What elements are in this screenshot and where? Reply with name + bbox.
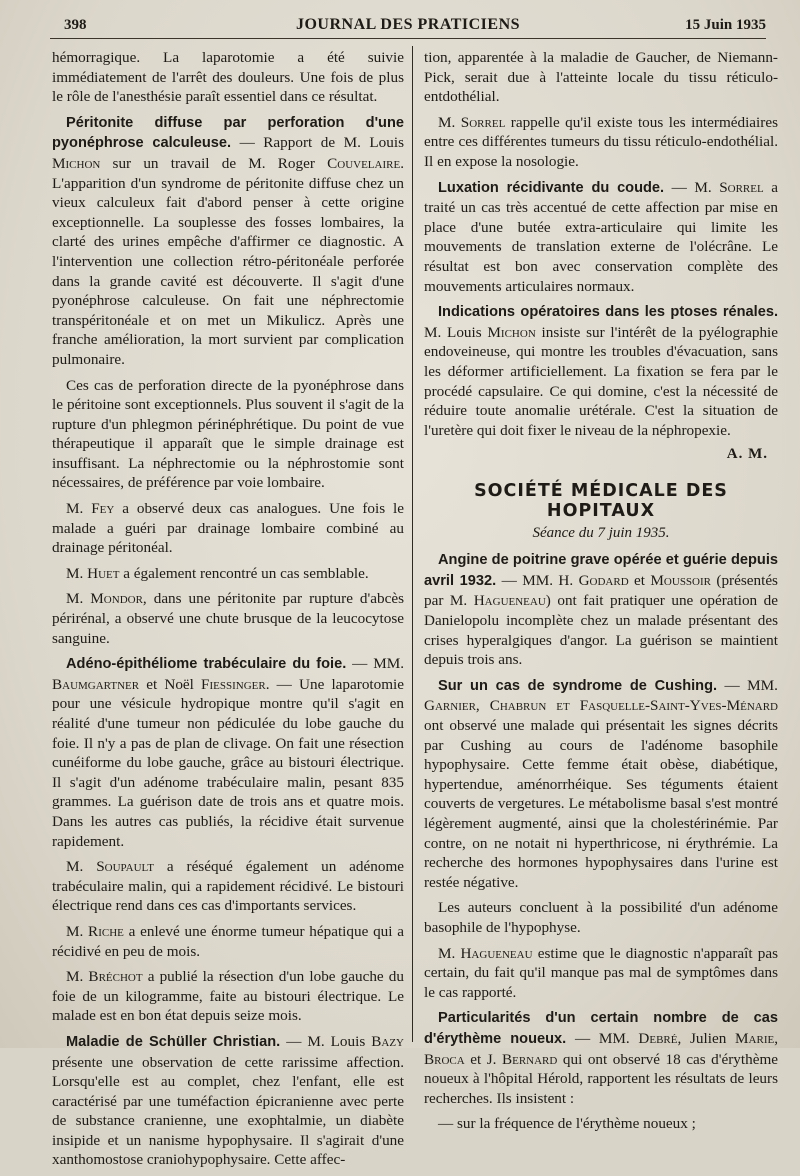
column-divider — [412, 46, 413, 1042]
author-name: Godard — [578, 571, 629, 589]
author-name: Bazy — [371, 1032, 404, 1050]
author-name: M. Huet — [66, 564, 120, 582]
article-title: Adéno-épithéliome trabéculaire du foie. — [66, 656, 347, 673]
paragraph: M. Bréchot a publié la résection d'un lobe gauche du foie de un kilogramme, faite au bistouri électrique. Le malade est en bon état depuis seize mois. — [52, 968, 404, 1025]
article-title: Sur un cas de syndrome de Cushing. — [438, 677, 718, 694]
article-schuller-christian: Maladie de Schüller Christian. — M. Louis Bazy présente une observation de cette rarissime affection. Lorsqu'elle est au complet, chez l'enfant, elle est caractérisé par une tuméfaction épicranienne avec perte de substance cranienne, une exophtalmie, un diabète insipide et un nanisme hypophysaire. Il s'agirait d'une xanthomostose craniohypophysaire. Cette affec- — [52, 1032, 404, 1169]
author-name: M. Hagueneau — [438, 944, 533, 962]
paragraph: tion, apparentée à la maladie de Gaucher, de Niemann-Pick, serait due à l'atteinte locale du tissu réticulo-entdothélial. — [424, 49, 778, 106]
author-name: Baumgartner — [52, 675, 140, 693]
paragraph: M. Sorrel rappelle qu'il existe tous les intermédiaires entre ces différentes tumeurs du tissu réticulo-endothélial. Il en expose la nosologie. — [424, 113, 778, 170]
author-name: Moussoir — [650, 571, 711, 589]
author-name: Debré — [638, 1029, 678, 1047]
author-name: M. Mondor — [66, 590, 143, 608]
author-name: M. Soupault — [66, 858, 154, 876]
author-name: Michon — [52, 154, 101, 172]
signature: A. M. — [726, 446, 768, 463]
running-header — [50, 12, 766, 39]
paragraph: Ces cas de perforation directe de la pyonéphrose dans le péritoine sont exceptionnels. Plus souvent il s'agit de la rupture d'un phlegmon périnéphrétique. Du point de vue thérapeutique il apparaît que le simple drainage est insuffisant. La néphrectomie ou la néphrostomie sont nécessaires, de préférence par voie lombaire. — [52, 376, 404, 492]
paragraph: M. Soupault a réséqué également un adénome trabéculaire malin, qui a rapidement récidivé. Le bistouri électrique rend dans ces cas d'importants services. — [52, 858, 405, 915]
article-title: Luxation récidivante du coude. — [438, 179, 665, 196]
author-name: Sorrel — [719, 178, 764, 196]
article-title: Maladie de Schüller Christian. — [66, 1033, 281, 1050]
author-name: Michon — [487, 323, 536, 341]
paragraph: M. Fey a observé deux cas analogues. Une fois le malade a guéri par drainage lombaire combiné au drainage péritonéal. — [52, 500, 404, 557]
author-name: Hagueneau — [473, 592, 546, 610]
right-column — [424, 48, 778, 1140]
article-peritonite: Péritonite diffuse par perforation d'une pyonéphrose calculeuse. — Rapport de M. Louis Michon sur un travail de M. Roger Couvelaire. L'apparition d'un syndrome de péritonite diffuse chez un vieux calculeux fait d'abord penser à cette origine exceptionnelle. La souplesse des fosses lombaires, la clarté des urines empêche d'affirmer ce diagnostic. A l'intervention une collection rétro-péritonéale perforée dans la grande cavité est découverte. Il s'agit d'une pyonéphrose calculeuse. On fait une néphrectomie transpéritonéale et on met un Mikulicz. Après une franche amélioration, la mort survient par complication pulmonaire. — [52, 114, 404, 368]
paragraph: M. Hagueneau estime que le diagnostic n'apparaît pas certain, du fait qu'il manque pas mal de symptômes dans le cas rapporté. — [424, 944, 778, 1001]
paragraph: M. Mondor, dans une péritonite par rupture d'abcès périrénal, a observé une chute brusque de la leucocytose sanguine. — [52, 590, 404, 647]
left-column — [52, 48, 404, 1176]
paragraph: hémorragique. La laparotomie a été suivie immédiatement de l'arrêt des douleurs. Une fois de plus le rôle de l'anesthésie paraît essentiel dans ce résultat. — [52, 49, 404, 106]
author-name: M. Fey — [66, 500, 115, 518]
paragraph: — sur la fréquence de l'érythème noueux ; — [438, 1115, 696, 1133]
author-name: M. Sorrel — [438, 113, 506, 131]
article-ptoses-renales: Indications opératoires dans les ptoses rénales. M. Louis Michon insiste sur l'intérêt de la pyélographie endoveineuse, qui montre les troubles d'évacuation, sans les déformer artificiellement. La fixation se fera par le procédé capsulaire. Ce qui domine, c'est la nécessité de réduire toute anomalie urétérale. C'est la situation de l'uretère qui doit fixer le niveau de la néphropexie. — [424, 304, 779, 439]
article-angine-poitrine: Angine de poitrine grave opérée et guérie depuis avril 1932. — MM. H. Godard et Moussoir (présentés par M. Hagueneau) ont fait pratiquer une opération de Danielopolu incomplète chez un malade présentant des crises hyperalgiques d'angor. La guérison se maintient depuis trois ans. — [424, 552, 778, 669]
author-name: Fiessinger — [201, 675, 266, 693]
author-name: Couvelaire — [327, 154, 401, 172]
author-name: Garnier, Chabrun et Fasquelle-Saint-Yves-Ménard — [424, 697, 778, 715]
author-name: M. Riche — [66, 922, 124, 940]
article-cushing: Sur un cas de syndrome de Cushing. — MM. Garnier, Chabrun et Fasquelle-Saint-Yves-Ménard ont observé une malade qui présentait les signes décrits par Cushing au cours de l'adénome basophile hypophysaire. Cette femme était obèse, diabétique, hypertendue, aménorrhéique. Ses téguments étaient couverts de vergetures. Le métabolisme basal s'est montré légèrement augmenté, ainsi que la cholestérinémie. Par contre, on ne notait ni hyperthricose, ni érythrémie. La recherche des hormones hypophysaires dans l'urine est restée négative. — [424, 676, 778, 891]
paragraph: Les auteurs concluent à la possibilité d'un adénome basophile de l'hypophyse. — [424, 899, 778, 936]
article-adeno-epitheliome: Adéno-épithéliome trabéculaire du foie. — MM. Baumgartner et Noël Fiessinger. — Une laparotomie pour une vésicule hydropique montre qu'il s'agit en réalité d'une tumeur non pédiculée du lobe gauche du foie. Il n'y a pas de plan de clivage. On fait une résection cunéiforme du lobe gauche, grâce au bistouri électrique. Il s'agit d'un adénome trabéculaire malin, pesant 835 grammes. La guérison date de trois ans et quatre mois. Dans les autres cas publiés, la récidive était survenue rapidement. — [52, 655, 405, 850]
article-luxation-coude: Luxation récidivante du coude. — M. Sorrel a traité un cas très accentué de cette affection par mise en place d'une butée extra-articulaire qui limite les mouvements de translation externe de l'olécrâne. Le résultat est bon avec conservation complète des mouvements articulaires normaux. — [424, 178, 778, 295]
article-title: Indications opératoires dans les ptoses rénales. — [438, 304, 778, 321]
article-erytheme-noueux: Particularités d'un certain nombre de cas d'érythème noueux. — MM. Debré, Julien Marie, Broca et J. Bernard qui ont observé 18 cas d'érythème noueux à l'hôpital Hérold, rapportent les résultats de leurs recherches. Ils insistent : — [424, 1010, 779, 1107]
journal-title: JOURNAL DES PRATICIENS — [295, 16, 521, 33]
paragraph: M. Riche a enlevé une énorme tumeur hépatique qui a récidivé en peu de mois. — [52, 922, 404, 960]
author-name: Broca — [424, 1050, 465, 1068]
session-date: Séance du 7 juin 1935. — [532, 525, 670, 542]
author-name: Bernard — [501, 1050, 558, 1068]
issue-date: 15 Juin 1935 — [685, 17, 766, 33]
author-name: Marie — [735, 1029, 775, 1047]
society-heading: SOCIÉTÉ MÉDICALE DES HOPITAUX — [474, 481, 728, 522]
article-title: Particularités d'un certain nombre de cas d'érythème noueux. — [424, 1010, 778, 1047]
author-name: M. Bréchot — [66, 968, 143, 986]
article-title: Angine de poitrine grave opérée et guérie depuis avril 1932. — [424, 552, 778, 589]
article-title: Péritonite diffuse par perforation d'une pyonéphrose calculeuse. — [52, 114, 404, 152]
paragraph: M. Huet a également rencontré un cas semblable. — [66, 564, 369, 582]
page-number: 398 — [64, 17, 87, 33]
